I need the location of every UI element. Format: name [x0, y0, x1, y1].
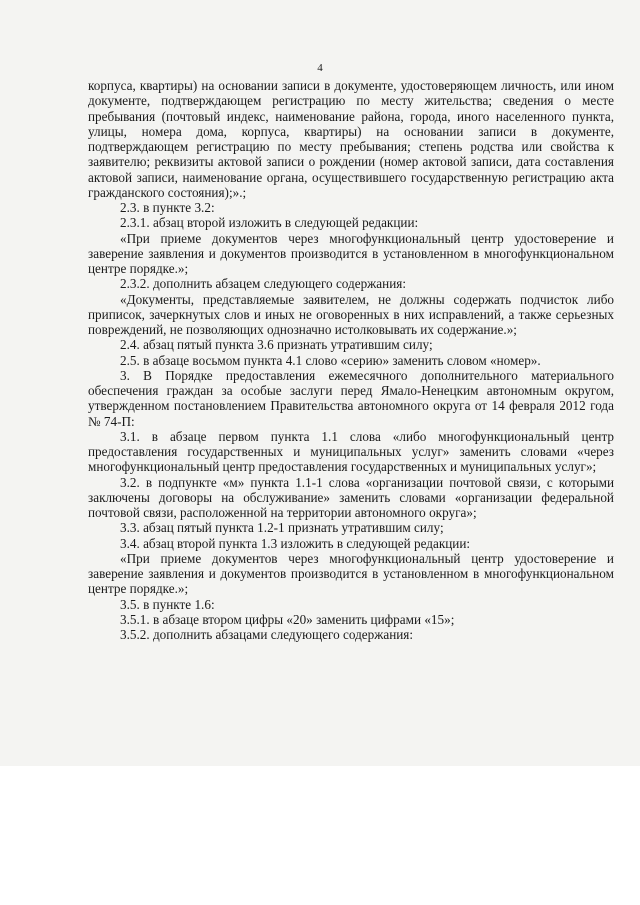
paragraph-item-3-1: 3.1. в абзаце первом пункта 1.1 слова «либо многофункциональный центр предоставления государственных и муниципальных услуг» заменить словами «через многофункциональный центр предоставления государственных и муниципальных услуг»; — [88, 428, 614, 475]
paragraph-item-2-3-2: 2.3.2. дополнить абзацем следующего содержания: — [120, 276, 406, 292]
paragraph-item-3-3: 3.3. абзац пятый пункта 1.2-1 признать утратившим силу; — [120, 520, 444, 536]
paragraph-item-2-5: 2.5. в абзаце восьмом пункта 4.1 слово «серию» заменить словом «номер». — [120, 352, 541, 368]
paragraph-item-2-3-1: 2.3.1. абзац второй изложить в следующей редакции: — [120, 215, 419, 231]
paragraph-item-2-4: 2.4. абзац пятый пункта 3.6 признать утратившим силу; — [120, 337, 433, 353]
document-body — [88, 78, 614, 642]
paragraph-item-3-5: 3.5. в пункте 1.6: — [120, 596, 215, 612]
paragraph-continuation: корпуса, квартиры) на основании записи в документе, удостоверяющем личность, или ином документе, подтверждающем регистрацию по месту жительства; сведения о месте пребывания (почтовый индекс, наименование района, города, иного населенного пункта, улицы, номера дома, корпуса, квартиры) на основании записи в документе, подтверждающем регистрацию по месту пребывания; степень родства или свойства к заявителю; реквизиты актовой записи о рождении (номер актовой записи, дата составления актовой записи, наименование органа, осуществившего государственную регистрацию акта гражданского состояния);».; — [88, 78, 614, 200]
paragraph-quote-2-3-1: «При приеме документов через многофункциональный центр удостоверение и заверение заявления и документов производится в установленном в многофункциональном центре порядке.»; — [88, 230, 614, 276]
paragraph-item-2-3: 2.3. в пункте 3.2: — [120, 200, 215, 215]
paragraph-quote-3-4: «При приеме документов через многофункциональный центр удостоверение и заверение заявления и документов производится в установленном в многофункциональном центре порядке.»; — [88, 550, 614, 597]
blank-area — [0, 766, 640, 905]
paragraph-item-3-5-2: 3.5.2. дополнить абзацами следующего содержания: — [120, 627, 414, 642]
paragraph-item-3-5-1: 3.5.1. в абзаце втором цифры «20» заменить цифрами «15»; — [120, 611, 455, 627]
paragraph-item-3: 3. В Порядке предоставления ежемесячного дополнительного материального обеспечения граждан за особые заслуги перед Ямало-Ненецким автономным округом, утвержденном постановлением Правительства автономного округа от 14 февраля 2012 года № 74-П: — [88, 367, 614, 429]
paragraph-item-3-4: 3.4. абзац второй пункта 1.3 изложить в следующей редакции: — [120, 535, 471, 551]
paragraph-quote-2-3-2: «Документы, представляемые заявителем, не должны содержать подчисток либо приписок, зачеркнутых слов и иных не оговоренных в них исправлений, а также серьезных повреждений, не позволяющих однозначно истолковывать их содержание.»; — [88, 291, 614, 337]
paragraph-item-3-2: 3.2. в подпункте «м» пункта 1.1-1 слова «организации почтовой связи, с которыми заключены договоры на обслуживание» заменить словами «организации федеральной почтовой связи, расположенной на территории автономного округа»; — [88, 474, 614, 520]
page-number: 4 — [317, 62, 323, 74]
